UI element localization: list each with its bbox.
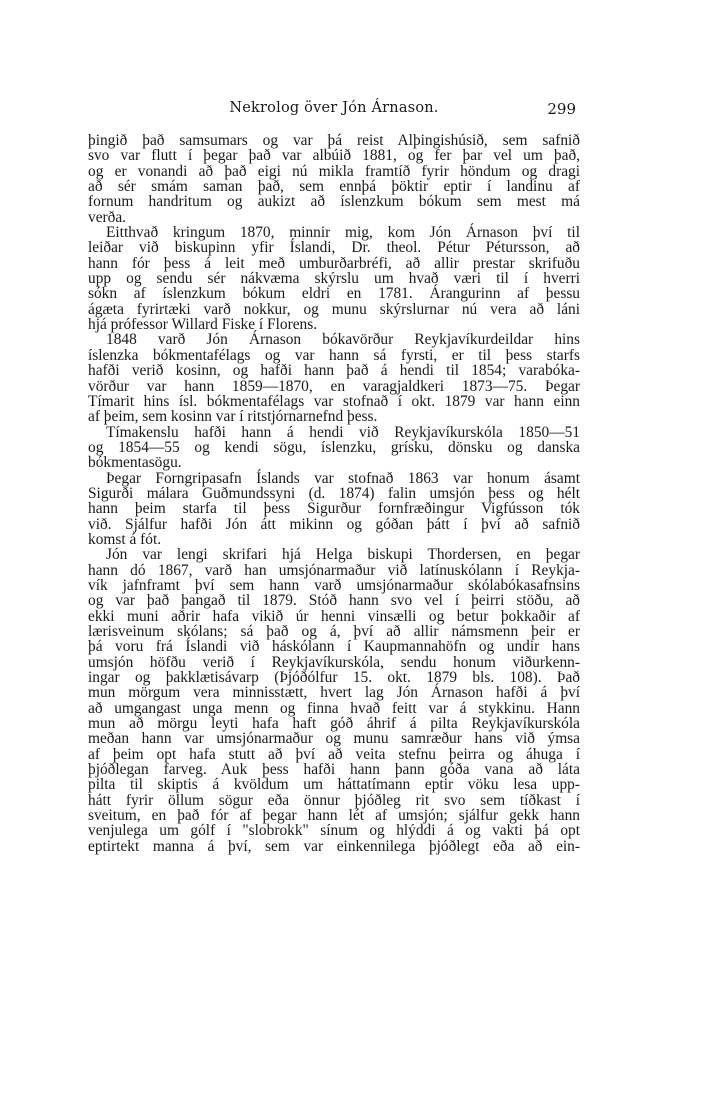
text-line: bókmentasögu. — [88, 454, 182, 472]
text-line: Tímarit hins ísl. bókmentafélags var stofnað í okt. 1879 var hann einn — [88, 392, 580, 410]
text-line: upp og sendu sér nákvæma skýrslu um hvað væri til í hverri — [88, 270, 580, 288]
text-line: þá voru frá Íslandi við háskólann í Kaupmannahöfn og undir hans — [88, 638, 580, 656]
text-line: af þeim opt hafa stutt að því að veita stefnu þeirra og áhuga í — [88, 745, 580, 763]
text-line: hafði verið kosinn, og hafði hann það á hendi til 1854; varabóka- — [88, 362, 580, 380]
text-line: ágæta fyrirtæki varð nokkur, og munu skýrslurnar nú vera að láni — [88, 300, 580, 318]
text-line: og 1854—55 og kendi sögu, íslenzku, grísku, dönsku og danska — [88, 438, 580, 456]
text-line: verða. — [88, 208, 127, 226]
text-line: meðan hann var umsjónarmaður og munu samræður hans við ýmsa — [88, 730, 580, 748]
paragraph-4 — [88, 425, 580, 471]
text-line: pilta til skiptis á kvöldum um háttatímann eptir vöku lesa upp- — [88, 776, 580, 794]
text-line: hjá prófessor Willard Fiske í Florens. — [88, 316, 318, 334]
text-line: leiðar við biskupinn yfir Íslandi, Dr. theol. Pétur Pétursson, að — [88, 239, 580, 257]
paragraph-1 — [88, 133, 580, 225]
text-line: umsjón höfðu verið í Reykjavíkurskóla, sendu honum viðurkenn- — [88, 653, 580, 671]
text-line: komst á fót. — [88, 530, 162, 548]
paragraph-3 — [88, 332, 580, 424]
text-line: Eitthvað kringum 1870, minnir mig, kom Jón Árnason því til — [106, 224, 580, 242]
text-line: þjóðlegan farveg. Auk þess hafði hann þann góða vana að láta — [88, 761, 580, 779]
text-line: vík jafnframt því sem hann varð umsjónarmaður skólabókasafnsins — [88, 576, 580, 594]
page-number: 299 — [547, 100, 576, 118]
text-line: Sigurði málara Guðmundssyni (d. 1874) falin umsjón þess og hélt — [88, 484, 580, 502]
body-text — [88, 133, 580, 854]
text-line: 1848 varð Jón Árnason bókavörður Reykjavíkurdeildar hins — [106, 331, 580, 349]
text-line: og var það þangað til 1879. Stóð hann svo vel í þeirri stöðu, að — [88, 592, 580, 610]
text-line: venjulega um gólf í "slobrokk" sínum og hlýddi á og vakti þá opt — [88, 822, 580, 840]
text-line: sókn af íslenzkum bókum eldri en 1781. Árangurinn af þessu — [88, 285, 580, 303]
text-line: Jón var lengi skrifari hjá Helga biskupi Thordersen, en þegar — [106, 546, 580, 564]
running-head — [88, 100, 580, 124]
text-line: hann fór þess á leit með umburðarbréfi, að allir prestar skrifuðu — [88, 254, 580, 272]
text-line: svo var flutt í þegar það var albúið 1881, og fer þar vel um það, — [88, 147, 580, 165]
text-line: sveitum, en það fór af þegar hann lét af umsjón; sjálfur gekk hann — [88, 807, 580, 825]
paragraph-2 — [88, 225, 580, 332]
text-line: ingar og þakklætisávarp (Þjóðólfur 15. okt. 1879 bls. 108). Það — [88, 669, 580, 687]
text-line: hann þeim starfa til þess Sigurður fornfræðingur Vigfússon tók — [88, 500, 580, 518]
text-line: við. Sjálfur hafði Jón átt mikinn og góðan þátt í því að safnið — [88, 515, 580, 533]
text-line: af þeim, sem kosinn var í ritstjórnarnefnd þess. — [88, 408, 378, 426]
text-line: hann dó 1867, varð han umsjónarmaður við latínuskólann í Reykja- — [88, 561, 580, 579]
paragraph-6 — [88, 547, 580, 854]
text-line: íslenzka bókmentafélags og var hann sá fyrsti, er til þess starfs — [88, 346, 580, 364]
text-line: og er vonandi að það eigi nú mikla framtíð fyrir höndum og dragi — [88, 162, 580, 180]
text-line: Þegar Forngripasafn Íslands var stofnað 1863 var honum ásamt — [106, 469, 580, 487]
text-line: að sér smám saman það, sem ennþá þöktir eptir í landinu af — [88, 178, 580, 196]
text-line: mun mörgum vera minnisstætt, hvert lag Jón Árnason hafði á því — [88, 684, 580, 702]
text-line: þingið það samsumars og var þá reist Alþingishúsið, sem safnið — [88, 132, 580, 149]
paragraph-5 — [88, 471, 580, 548]
text-line: hátt fyrir öllum sögur eða önnur þjóðleg rit svo sem tíðkast í — [88, 791, 580, 809]
text-line: mun að mörgu leyti hafa haft góð áhrif á pilta Reykjavíkurskóla — [88, 715, 580, 733]
running-title: Nekrolog över Jón Árnason. — [229, 100, 439, 116]
text-line: lærisveinum skólans; sá það og á, því að allir námsmenn þeir er — [88, 623, 580, 640]
text-line: að umgangast unga menn og finna hvað feitt var á stykkinu. Hann — [88, 699, 580, 717]
text-line: eptirtekt manna á því, sem var einkennilega þjóðlegt eða að ein- — [88, 837, 580, 855]
text-line: fornum handritum og aukizt að íslenzkum bókum sem mest má — [88, 193, 580, 211]
text-line: Tímakenslu hafði hann á hendi við Reykjavíkurskóla 1850—51 — [106, 423, 580, 441]
text-line: vörður var hann 1859—1870, en varagjaldkeri 1873—75. Þegar — [88, 377, 580, 395]
text-line: ekki muni aðrir hafa vikið úr henni vinsælli og betur þokkaðir af — [88, 607, 580, 625]
